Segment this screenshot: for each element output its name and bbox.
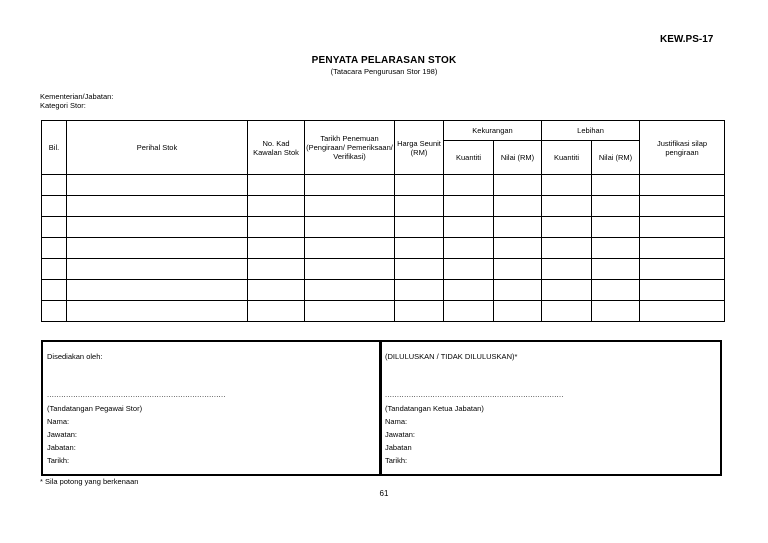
document-subtitle: (Tatacara Pengurusan Stor 198) [330, 67, 438, 76]
table-row [42, 259, 725, 280]
prepared-by-heading: Disediakan oleh: [47, 352, 103, 361]
store-officer-signature-label: (Tandatangan Pegawai Stor) [47, 404, 143, 413]
approval-panel [385, 342, 715, 474]
head-of-department-signature-label: (Tandatangan Ketua Jabatan) [385, 404, 484, 413]
page-number: 61 [379, 489, 389, 498]
header-kekurangan-kuantiti: Kuantiti [444, 141, 494, 175]
table-row [42, 238, 725, 259]
header-harga-seunit: Harga Seunit (RM) [395, 121, 444, 175]
header-no-kad: No. Kad Kawalan Stok [248, 121, 305, 175]
approval-jawatan-label: Jawatan: [385, 430, 416, 439]
header-bil: Bil. [42, 121, 67, 175]
approval-heading: (DILULUSKAN / TIDAK DILULUSKAN)* [385, 352, 518, 361]
table-row [42, 175, 725, 196]
stock-adjustment-table [41, 120, 725, 322]
approval-tarikh-label: Tarikh: [385, 456, 408, 465]
prepared-jawatan-label: Jawatan: [47, 430, 78, 439]
table-row [42, 301, 725, 322]
header-kekurangan: Kekurangan [444, 121, 542, 141]
table-row [42, 196, 725, 217]
header-lebihan-kuantiti: Kuantiti [542, 141, 592, 175]
header-perihal-stok: Perihal Stok [67, 121, 248, 175]
signature-section [41, 340, 722, 476]
footnote: * Sila potong yang berkenaan [40, 477, 139, 486]
table-row [42, 217, 725, 238]
ministry-field-label: Kementerian/Jabatan: [40, 92, 114, 101]
header-justifikasi: Justifikasi silap pengiraan [640, 121, 725, 175]
header-lebihan: Lebihan [542, 121, 640, 141]
approval-jabatan-label: Jabatan [385, 443, 412, 452]
prepared-jabatan-label: Jabatan: [47, 443, 76, 452]
section-divider [379, 342, 382, 474]
header-kekurangan-nilai: Nilai (RM) [494, 141, 542, 175]
prepared-by-panel [47, 342, 375, 474]
form-code: KEW.PS-17 [660, 34, 714, 45]
document-title: PENYATA PELARASAN STOK [311, 55, 457, 66]
header-tarikh-penemuan: Tarikh Penemuan (Pengiraan/ Pemeriksaan/ Verifikasi) [305, 121, 395, 175]
store-category-field-label: Kategori Stor: [40, 101, 86, 110]
header-lebihan-nilai: Nilai (RM) [592, 141, 640, 175]
prepared-nama-label: Nama: [47, 417, 70, 426]
table-row [42, 280, 725, 301]
approval-nama-label: Nama: [385, 417, 408, 426]
table-body [42, 175, 725, 322]
store-officer-signature-line[interactable]: ........................................................................... [47, 390, 226, 399]
head-of-department-signature-line[interactable]: ........................................................................... [385, 390, 564, 399]
prepared-tarikh-label: Tarikh: [47, 456, 70, 465]
